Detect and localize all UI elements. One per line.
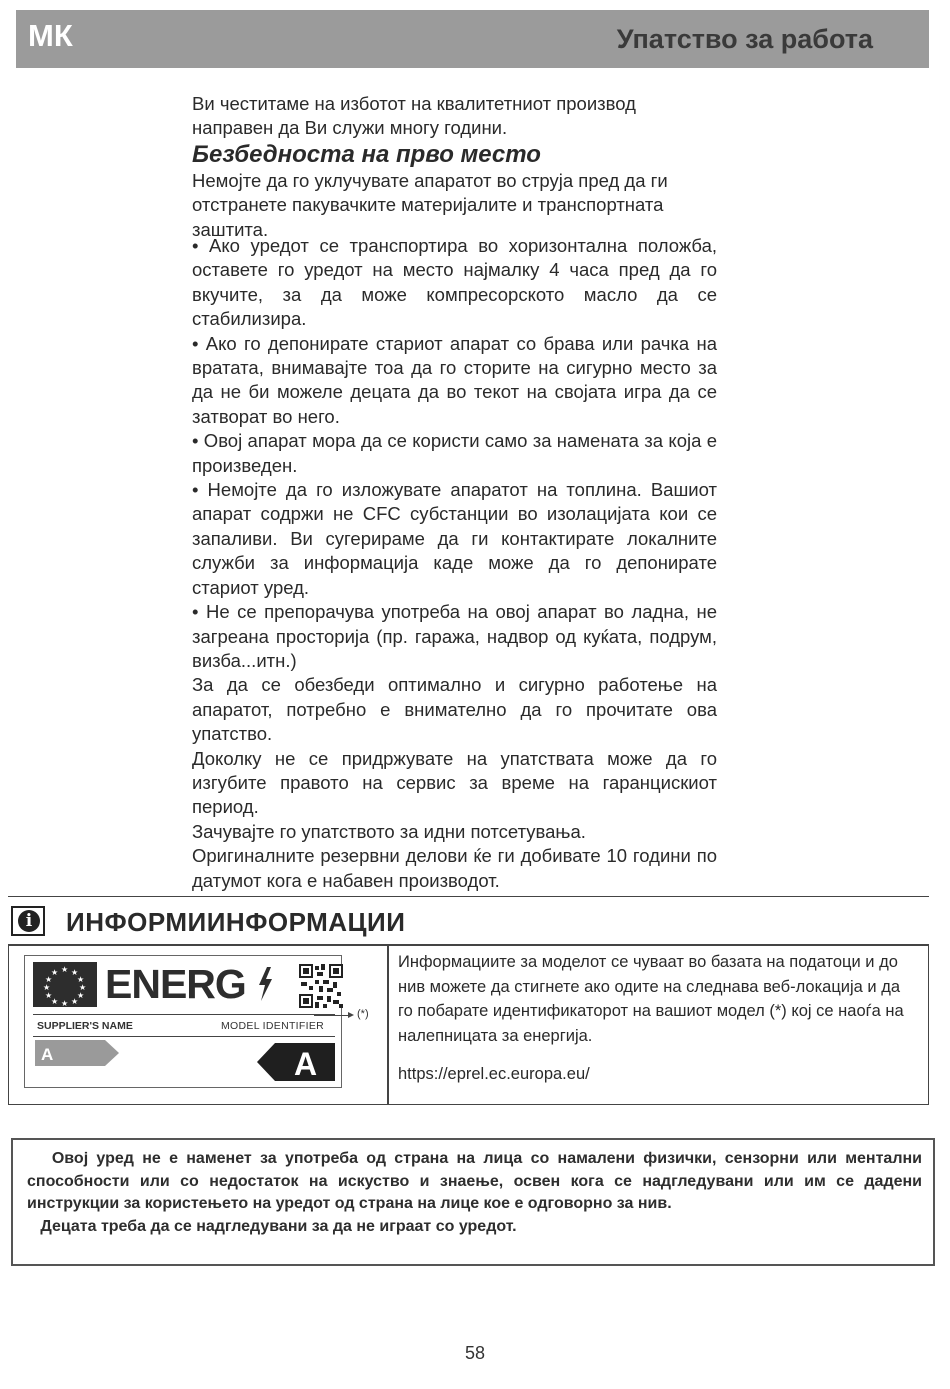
safety-item: Доколку не се придржувате на упатствата може да го изгубите правото на сервис за време на гаранцискиот период. — [192, 747, 717, 818]
safety-heading: Безбедноста на прво место — [192, 140, 541, 168]
language-code: МК — [28, 18, 73, 53]
energy-class-arrow-large — [257, 1043, 335, 1081]
info-text — [398, 950, 908, 1087]
box-divider — [387, 945, 389, 1105]
pointer-line — [314, 1015, 352, 1016]
eprel-link[interactable]: https://eprel.ec.europa.eu/ — [398, 1065, 590, 1083]
info-section-title: ИНФОРМИИНФОРМАЦИИ — [66, 907, 406, 937]
info-paragraph: Информациите за моделот се чуваат во базата на податоци и до нив можете да стигнете ако одите на следнава веб-локација и да го побарате идентификаторот на вашиот модел (*) кој се наоѓа на налепницата за енергија. — [398, 953, 904, 1045]
page-number: 58 — [464, 1343, 486, 1363]
intro-line: Ви честитаме на изботот на квалитетниот производ — [192, 93, 636, 114]
model-identifier-label: MODEL IDENTIFIER — [221, 1020, 325, 1032]
large-class-letter: A — [294, 1046, 318, 1081]
safety-item: • Овој апарат мора да се користи само за намената за која е произведен. — [192, 430, 717, 476]
safety-item: Оригиналните резервни делови ќе ги добивате 10 години по датумот кога е набавен производот. — [192, 845, 717, 891]
energy-label-image — [24, 955, 342, 1088]
energy-class-arrow-small — [35, 1040, 119, 1066]
energy-word: ENERG — [105, 961, 246, 1007]
eu-flag-icon: ★ ★ ★ ★ ★ ★ ★ ★ ★ ★ ★ ★ — [33, 962, 97, 1007]
intro-section — [192, 92, 717, 242]
warning-box — [11, 1138, 935, 1266]
safety-item: • Не се препорачува употреба на овој апарат во ладна, не загреана просторија (пр. гаража, надвор од куќата, подрум, визба...итн.) — [192, 601, 717, 671]
small-class-letter: A — [41, 1045, 54, 1064]
lightning-bolt-icon — [257, 967, 273, 1001]
manual-title: Упатство за работа — [616, 24, 873, 54]
safety-item: • Немојте да го изложувате апаратот на топлина. Вашиот апарат содржи не CFC субстанции во изолацијата кои се запаливи. Ви сугерираме да ги контактирате локалните служби за информација каде може да го депонирате стариот уред. — [192, 479, 717, 598]
safety-item: Зачувајте го упатството за идни потсетувања. — [192, 820, 586, 842]
intro-paragraph: Немојте да го уклучувате апаратот во струја пред да ги отстранете пакувачките материјалите и транспортната заштита. — [192, 169, 668, 240]
info-icon: i — [11, 906, 45, 936]
pointer-arrow-icon — [348, 1012, 354, 1018]
qr-code-icon — [299, 964, 343, 1008]
supplier-name-label: SUPPLIER'S NAME — [37, 1020, 133, 1032]
safety-list — [192, 234, 717, 893]
intro-line: направен да Ви служи многу години. — [192, 117, 508, 139]
safety-item: • Ако уредот се транспортира во хоризонтална положба, оставете го уредот на место најмалку 4 часа пред да го вкучите, за да може компресорското масло да се стабилизира. — [192, 235, 717, 330]
safety-item: • Ако го депонирате стариот апарат со брава или рачка на вратата, внимавајте тоа да го сторите на сигурно место за да не би можеле децата да во текот на својата игра да се затворат во него. — [192, 332, 717, 427]
label-divider — [33, 1036, 335, 1037]
warning-paragraph: Овој уред не е наменет за употреба од страна на лица со намалени физички, сензорни или ментални способности или со недостаток на искуство и знаење, освен кога се надгледувани или им се дадени инструкции за користењето на уредот од страна на лице кое е одговорно за нив. — [27, 1150, 927, 1213]
safety-item: За да се обезбеди оптимално и сигурно работење на апаратот, потребно е внимателно да го прочитате ова упатство. — [192, 674, 717, 745]
page-header — [16, 10, 929, 68]
info-section-bar — [8, 896, 929, 946]
warning-children: Децата треба да се надгледувани за да не играат со уредот. — [27, 1217, 517, 1235]
asterisk-marker: (*) — [357, 1008, 369, 1020]
label-divider — [33, 1014, 335, 1015]
